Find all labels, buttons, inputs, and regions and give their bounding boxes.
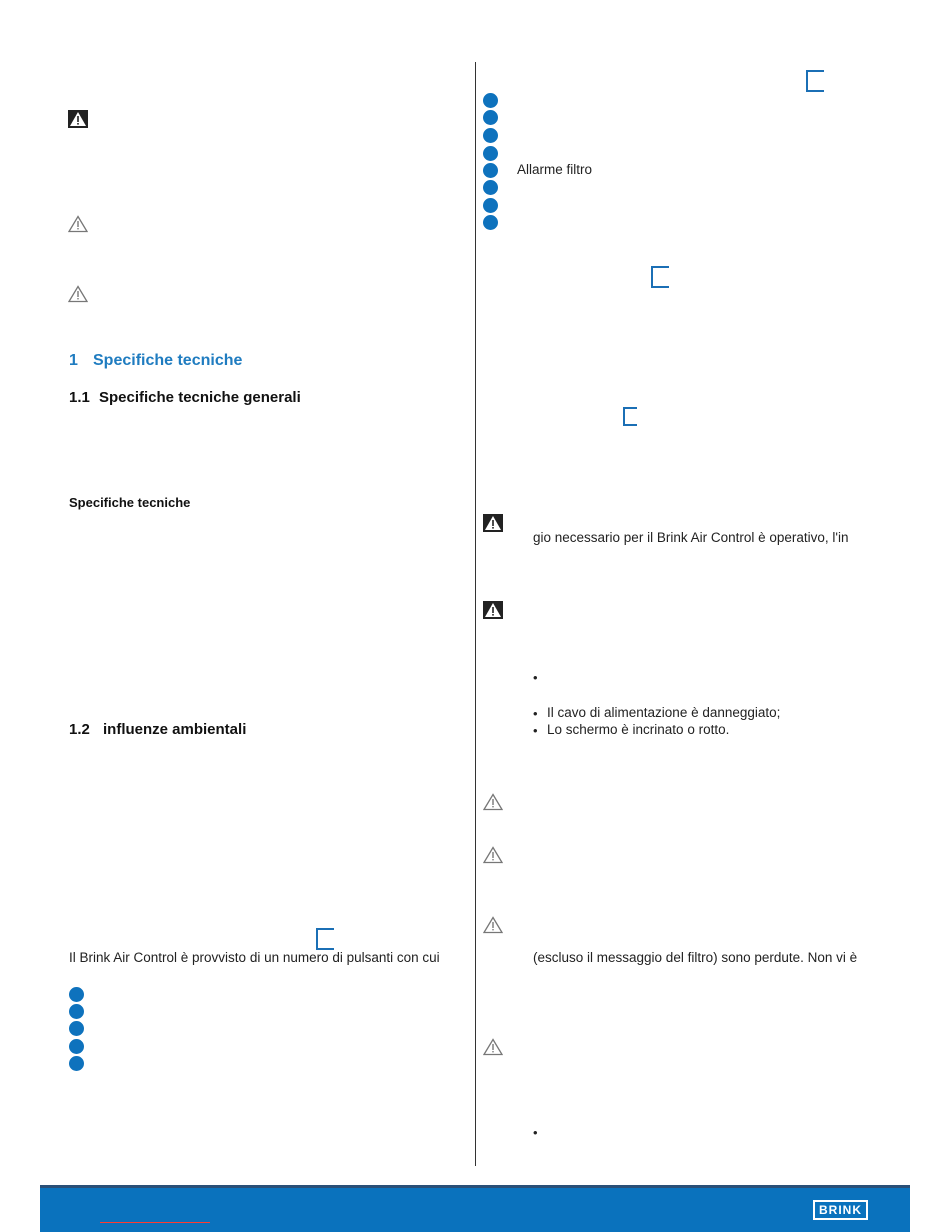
spec-table-label: Specifiche tecniche <box>69 495 191 510</box>
warning-triangle-icon <box>483 846 503 864</box>
filter-alarm-label: Allarme filtro <box>517 162 593 177</box>
warning-dark-icon <box>483 601 503 619</box>
filter-message-paragraph: (escluso il messaggio del filtro) sono perdute. Non vi è <box>533 950 858 965</box>
section-1-2-heading <box>69 721 246 738</box>
bullet-marker: • <box>533 1125 538 1140</box>
footer-link-underline[interactable] <box>100 1222 210 1223</box>
bullet-screen-broken: Lo schermo è incrinato o rotto. <box>547 722 730 737</box>
warning-dark-icon <box>483 514 503 532</box>
column-divider <box>475 62 476 1166</box>
section-1-heading <box>69 352 242 370</box>
page-footer <box>40 1185 910 1232</box>
figure-reference-icon <box>806 70 824 92</box>
section-number: 1.2 <box>69 721 90 738</box>
brink-logo: BRINK <box>813 1200 868 1220</box>
number-marker-icon <box>483 128 498 143</box>
section-title: influenze ambientali <box>103 721 247 738</box>
bullet-marker: • <box>533 723 538 738</box>
section-number: 1 <box>69 352 78 369</box>
number-marker-icon <box>483 110 498 125</box>
warning-triangle-icon <box>483 1038 503 1056</box>
warning-paragraph: gio necessario per il Brink Air Control è operativo, l'in <box>533 530 849 545</box>
number-marker-icon <box>69 1039 84 1054</box>
number-marker-icon <box>483 163 498 178</box>
warning-triangle-icon <box>68 285 88 303</box>
figure-reference-icon <box>623 407 637 426</box>
warning-dark-icon <box>68 110 88 128</box>
number-marker-icon <box>69 1021 84 1036</box>
warning-triangle-icon <box>483 793 503 811</box>
number-marker-icon <box>69 987 84 1002</box>
number-marker-icon <box>483 180 498 195</box>
section-number: 1.1 <box>69 389 90 406</box>
section-1-1-heading <box>69 389 301 406</box>
section-title: Specifiche tecniche <box>93 352 243 369</box>
buttons-paragraph: Il Brink Air Control è provvisto di un numero di pulsanti con cui <box>69 950 440 965</box>
bullet-marker: • <box>533 706 538 721</box>
number-marker-icon <box>69 1004 84 1019</box>
number-marker-icon <box>69 1056 84 1071</box>
number-marker-icon <box>483 198 498 213</box>
warning-triangle-icon <box>68 215 88 233</box>
section-title: Specifiche tecniche generali <box>99 389 301 406</box>
number-marker-icon <box>483 93 498 108</box>
figure-reference-icon <box>316 928 334 950</box>
bullet-marker: • <box>533 670 538 685</box>
number-marker-icon <box>483 146 498 161</box>
bullet-cable-damaged: Il cavo di alimentazione è danneggiato; <box>547 705 781 720</box>
figure-reference-icon <box>651 266 669 288</box>
number-marker-icon <box>483 215 498 230</box>
warning-triangle-icon <box>483 916 503 934</box>
